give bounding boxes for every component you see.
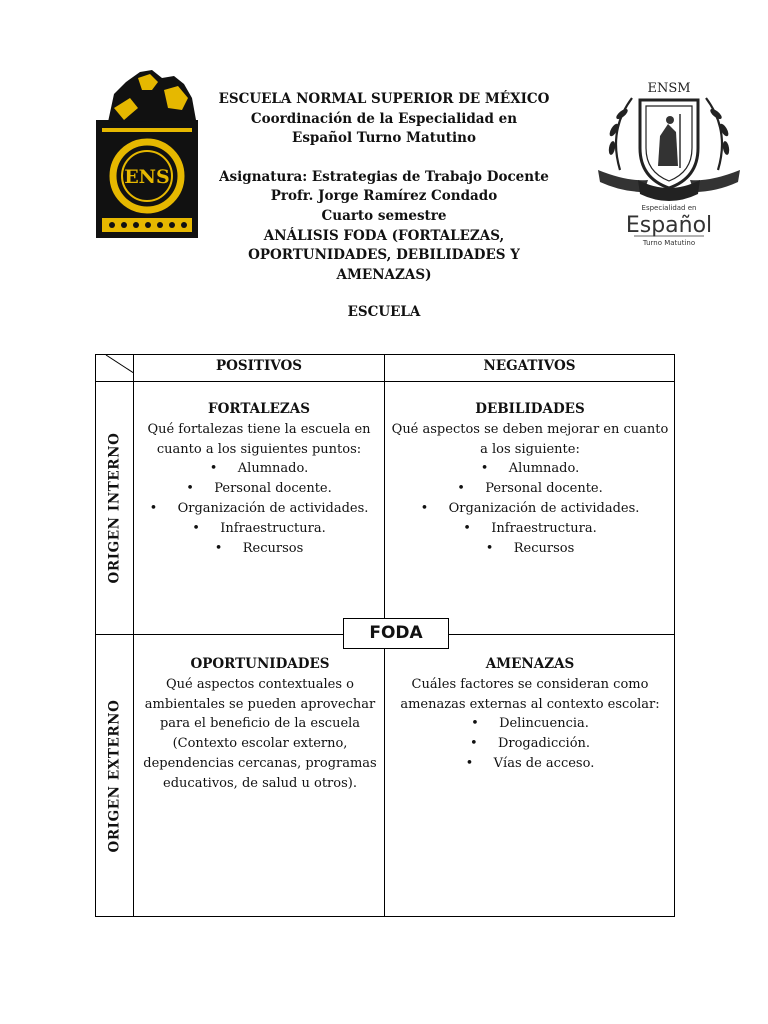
list-item: • Infraestructura. [146,519,372,539]
school-label: ESCUELA [347,304,421,321]
subject-line: Asignatura: Estrategias de Trabajo Docente [219,168,549,185]
list-item: • Personal docente. [390,479,670,499]
list-item: • Drogadicción. [390,734,670,754]
ens-logo [94,68,200,240]
row-header-internal: ORIGEN INTERNO [106,432,123,584]
svg-text:Turno Matutino: Turno Matutino [642,239,696,247]
oportunidades-title: OPORTUNIDADES [190,656,330,672]
column-header-negative: NEGATIVOS [483,358,576,374]
list-item: • Infraestructura. [390,519,670,539]
list-item: • Alumnado. [146,459,372,479]
ensm-logo [598,70,740,250]
list-item: • Organización de actividades. [390,499,670,519]
list-item: • Vías de acceso. [390,754,670,774]
list-item: • Personal docente. [146,479,372,499]
svg-text:Especialidad en: Especialidad en [641,204,697,212]
debilidades-cell [390,399,670,559]
semester-line: Cuarto semestre [321,207,447,224]
amenazas-title: AMENAZAS [485,656,575,672]
svg-text:ENS: ENS [124,166,170,188]
amenazas-list [390,714,670,774]
list-item: • Recursos [146,539,372,559]
debilidades-list [390,459,670,559]
list-item: • Delincuencia. [390,714,670,734]
foda-center-label: FODA [343,618,449,649]
amenazas-cell [390,654,670,774]
fortalezas-title: FORTALEZAS [208,401,310,417]
list-item: • Alumnado. [390,459,670,479]
debilidades-title: DEBILIDADES [475,401,585,417]
analysis-title-line-2: OPORTUNIDADES, DEBILIDADES Y AMENAZAS) [248,247,520,283]
amenazas-question: Cuáles factores se consideran como amenazas externas al contexto escolar: [400,677,660,712]
svg-text:ENSM: ENSM [647,81,691,96]
institution-name: ESCUELA NORMAL SUPERIOR DE MÉXICO [218,91,550,107]
svg-text:Español: Español [625,213,713,238]
fortalezas-list [146,459,372,559]
corner-diagonal [96,355,134,382]
column-header-positive: POSITIVOS [215,358,303,374]
list-item: • Organización de actividades. [146,499,372,519]
debilidades-question: Qué aspectos se deben mejorar en cuanto a los siguiente: [391,422,669,457]
coordination-line: Coordinación de la Especialidad en [250,110,518,127]
fortalezas-question: Qué fortalezas tiene la escuela en cuanto a los siguientes puntos: [147,422,371,457]
professor-line: Profr. Jorge Ramírez Condado [270,188,498,205]
row-header-external: ORIGEN EXTERNO [106,699,123,852]
analysis-title-line-1: ANÁLISIS FODA (FORTALEZAS, [263,227,505,244]
specialty-line: Español Turno Matutino [292,130,476,147]
list-item: • Recursos [390,539,670,559]
fortalezas-cell [146,399,372,559]
oportunidades-cell [140,654,380,793]
document-header [200,90,568,323]
oportunidades-question: Qué aspectos contextuales o ambientales se pueden aprovechar para el beneficio de la escuela (Contexto escolar externo, dependencias cercanas, programas educativos, de salud u otros). [143,677,377,791]
